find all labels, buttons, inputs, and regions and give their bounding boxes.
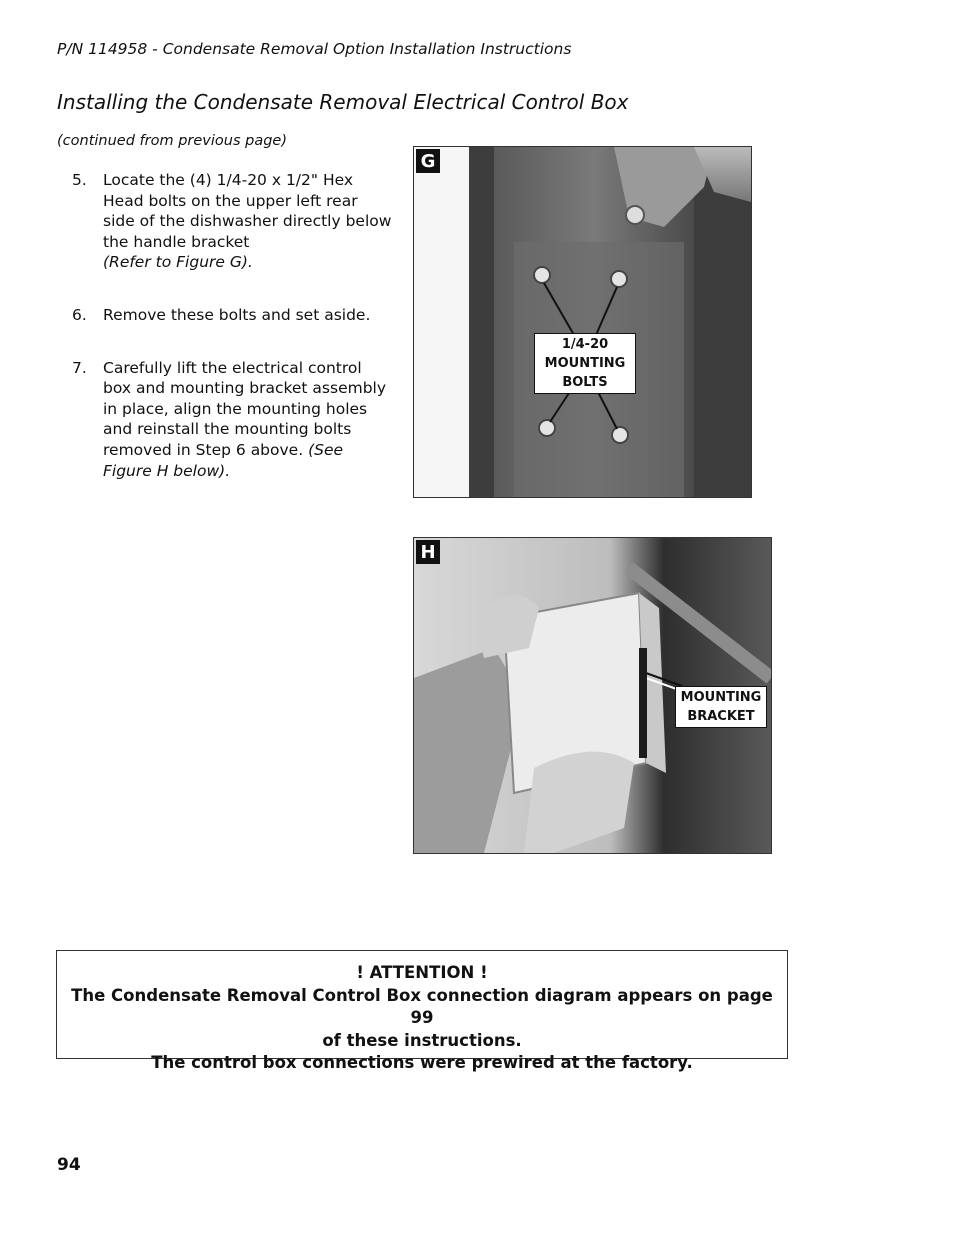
attention-heading: ! ATTENTION ! xyxy=(356,963,488,982)
step-text: Remove these bolts and set aside. xyxy=(103,305,371,324)
attention-box xyxy=(56,950,788,1072)
section-title: Installing the Condensate Removal Electrical Control Box xyxy=(57,90,629,114)
figure-h-photo xyxy=(413,537,772,854)
step-number: 6. xyxy=(72,305,87,324)
callout-line: BOLTS xyxy=(562,375,608,390)
bracket-callout xyxy=(675,686,767,728)
step-text: Carefully lift the electrical control box and mounting bracket assembly in place, align the mounting holes and reinstall the mounting bolts removed in Step 6 above. xyxy=(103,358,387,459)
attention-line: The Condensate Removal Control Box connection diagram appears on page 99 xyxy=(71,985,773,1027)
callout-line: 1/4-20 xyxy=(561,337,609,352)
bolts-callout xyxy=(534,333,636,394)
step-number: 5. xyxy=(72,171,87,189)
figure-reference: (Refer to Figure G). xyxy=(103,253,253,272)
figure-label: H xyxy=(416,540,440,564)
step-number: 7. xyxy=(72,358,87,377)
figure-g-photo xyxy=(413,146,752,498)
attention-line: The control box connections were prewired at the factory. xyxy=(151,1053,693,1072)
callout-line: MOUNTING xyxy=(544,356,626,371)
mounting-bolts-illustration xyxy=(414,147,751,497)
continued-note: (continued from previous page) xyxy=(57,133,287,149)
step-6 xyxy=(72,305,392,326)
instruction-steps xyxy=(72,170,392,481)
figure-label: G xyxy=(416,149,440,173)
step-7 xyxy=(72,358,392,482)
page-number: 94 xyxy=(57,1155,81,1175)
attention-line: of these instructions. xyxy=(322,1030,522,1050)
callout-line: BRACKET xyxy=(687,709,755,724)
figure-reference: (See Figure H below). xyxy=(103,440,344,480)
step-text: Locate the (4) 1/4-20 x 1/2" Hex Head bolts on the upper left rear side of the dishwasher directly below the handle bracket xyxy=(103,171,392,251)
page-header: P/N 114958 - Condensate Removal Option Installation Instructions xyxy=(57,40,572,58)
callout-line: MOUNTING xyxy=(680,690,762,705)
step-5 xyxy=(72,170,392,273)
